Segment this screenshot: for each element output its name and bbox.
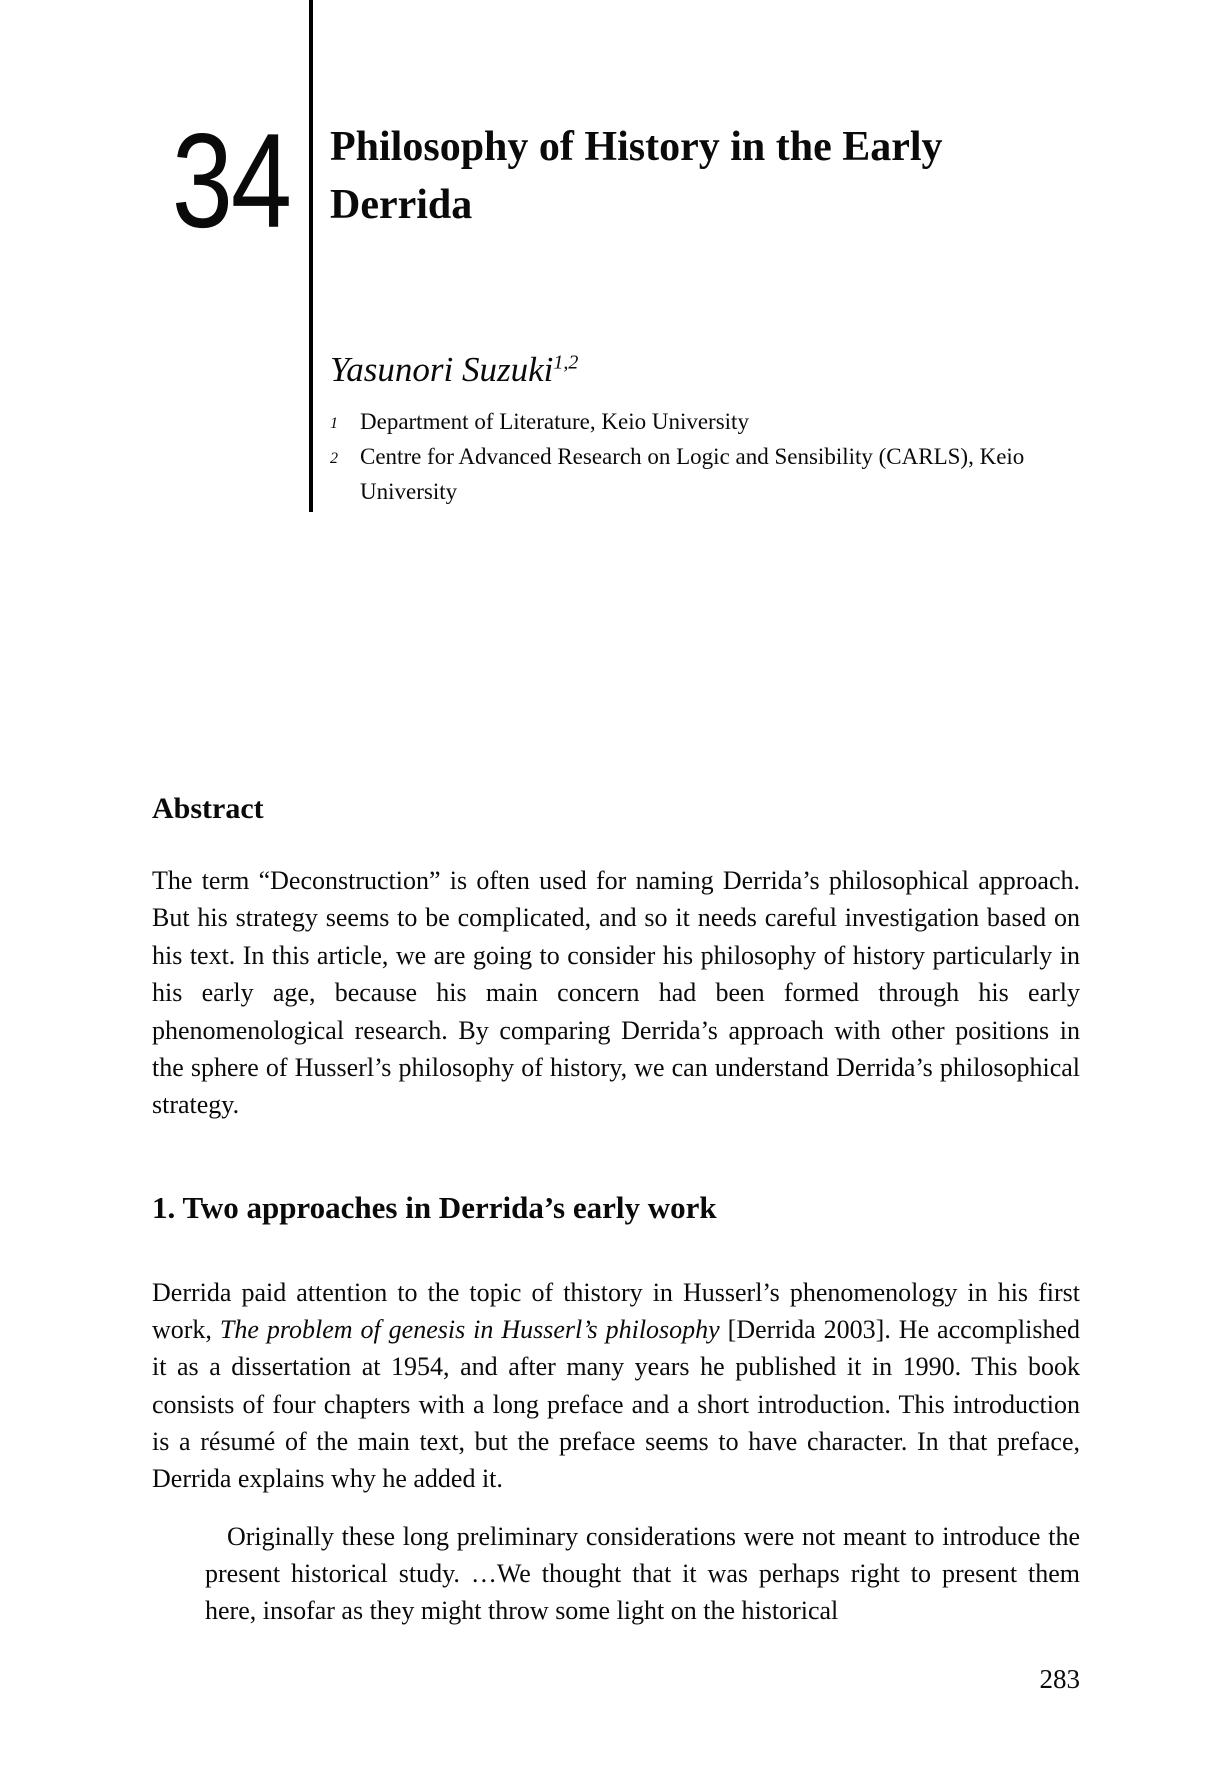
affiliation-text-line: Centre for Advanced Research on Logic and Sensibility (CARLS), Keio: [360, 444, 1025, 469]
affiliation-text: [360, 404, 1110, 439]
section-paragraph-lead: Derrida paid attention to the topic of thistory in Husserl’s phenomenology in his first work,: [152, 1278, 1080, 1345]
chapter-divider-rule: [309, 0, 313, 512]
section-heading: 1. Two approaches in Derrida’s early work: [152, 1190, 717, 1225]
abstract-paragraph: The term “Deconstruction” is often used for naming Derrida’s philosophical approach. But his strategy seems to be complicated, and so it needs careful investigation based on his text. In this article, we are going to consider his philosophy of history particularly in his early age, because his main concern had been formed through his early phenomenological research. By comparing Derrida’s approach with other positions in the sphere of Husserl’s philosophy of history, we can understand Derrida’s philosophical strategy.: [152, 866, 1080, 1120]
affiliation-text-line: University: [360, 479, 458, 504]
affiliation-item: [330, 404, 1110, 439]
cited-book-title: The problem of genesis in Husserl’s philosophy: [219, 1315, 720, 1345]
affiliation-text-line: Department of Literature, Keio University: [360, 409, 749, 434]
chapter-title-line2: Derrida: [330, 182, 473, 228]
author-name-text: Yasunori Suzuki: [330, 350, 554, 389]
section-paragraph: [152, 1274, 1080, 1497]
chapter-title: [330, 118, 1170, 234]
chapter-number: 34: [171, 105, 290, 256]
affiliation-item: [330, 439, 1110, 509]
affiliation-marker: 2: [330, 450, 338, 467]
abstract-heading: Abstract: [152, 792, 264, 825]
author-name: [330, 350, 578, 390]
affiliation-marker: 1: [330, 415, 338, 432]
affiliation-list: [330, 404, 1110, 509]
page-number: 283: [1039, 1664, 1080, 1694]
chapter-title-line1: Philosophy of History in the Early: [330, 124, 943, 170]
author-affiliation-superscript: 1,2: [553, 351, 579, 374]
block-quote: Originally these long preliminary considerations were not meant to introduce the present historical study. …We thought that it was perhaps right to present them here, insofar as they might throw some light on the historical: [205, 1522, 1080, 1626]
affiliation-text: [360, 439, 1110, 509]
section-paragraph-rest: [Derrida 2003]. He accomplished it as a dissertation at 1954, and after many years he published it in 1990. This book consists of four chapters with a long preface and a short introduction. This introduction is a résumé of the main text, but the preface seems to have character. In that preface, Derrida explains why he added it.: [152, 1315, 1081, 1494]
